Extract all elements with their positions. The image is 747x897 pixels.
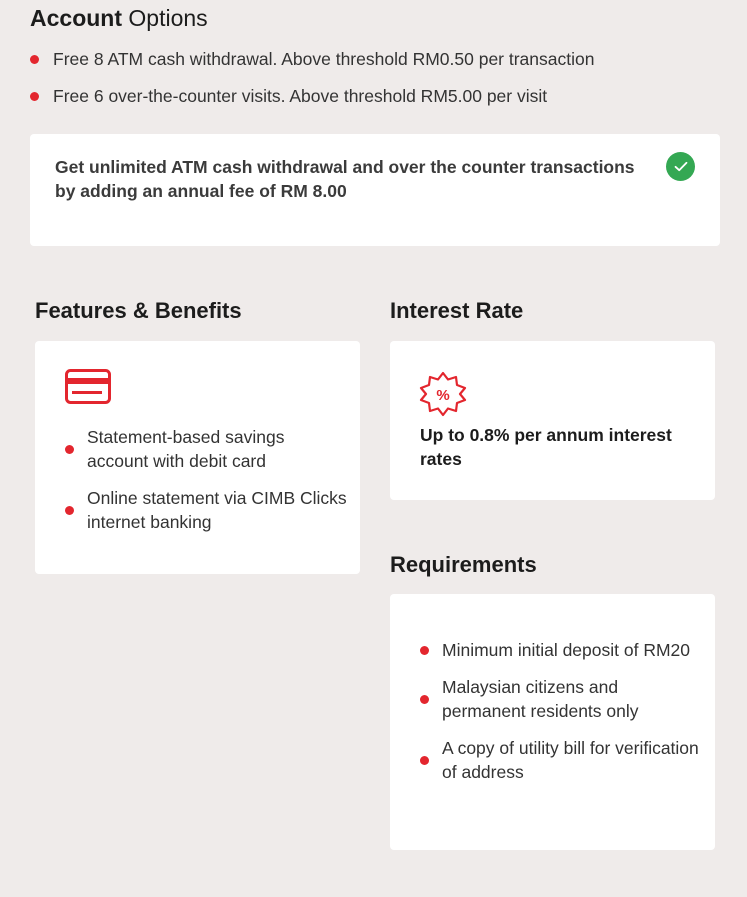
requirement-text: Minimum initial deposit of RM20 [442,640,691,660]
interest-rate-text: Up to 0.8% per annum interest rates [420,425,672,469]
percent-badge-icon [419,371,467,422]
checkmark-icon [674,161,688,172]
feature-text: Statement-based savings account with debit card [87,427,285,471]
list-item [420,675,705,723]
features-list [65,425,350,534]
requirement-text: A copy of utility bill for verification of address [442,738,699,782]
unlimited-offer-text: Get unlimited ATM cash withdrawal and over the counter transactions by adding an annual fee of RM 8.00 [55,157,635,201]
bullet-dot-icon [30,55,39,64]
account-option-item [30,84,547,108]
list-item [65,486,350,534]
interest-card [390,341,715,500]
account-option-item [30,47,594,71]
features-card [35,341,360,574]
list-item [420,638,705,662]
bullet-dot-icon [420,756,429,765]
percent-glyph: % [436,387,450,404]
bullet-dot-icon [30,92,39,101]
requirements-list [420,638,705,784]
list-item [65,425,350,473]
feature-text: Online statement via CIMB Clicks internet banking [87,488,347,532]
account-options-title-rest: Options [128,5,208,31]
requirements-card [390,594,715,850]
requirement-text: Malaysian citizens and permanent residents only [442,677,639,721]
account-options-title [30,4,208,32]
bullet-dot-icon [420,695,429,704]
account-option-text: Free 8 ATM cash withdrawal. Above threshold RM0.50 per transaction [53,49,595,69]
requirements-heading: Requirements [390,552,537,577]
unlimited-offer-card[interactable] [30,134,720,246]
check-circle-icon[interactable] [666,152,695,181]
bullet-dot-icon [420,646,429,655]
credit-card-icon [65,369,111,409]
bullet-dot-icon [65,445,74,454]
features-heading: Features & Benefits [35,298,242,323]
bullet-dot-icon [65,506,74,515]
list-item [420,736,705,784]
account-option-text: Free 6 over-the-counter visits. Above threshold RM5.00 per visit [53,86,548,106]
account-options-title-bold: Account [30,5,122,31]
interest-heading: Interest Rate [390,298,524,323]
